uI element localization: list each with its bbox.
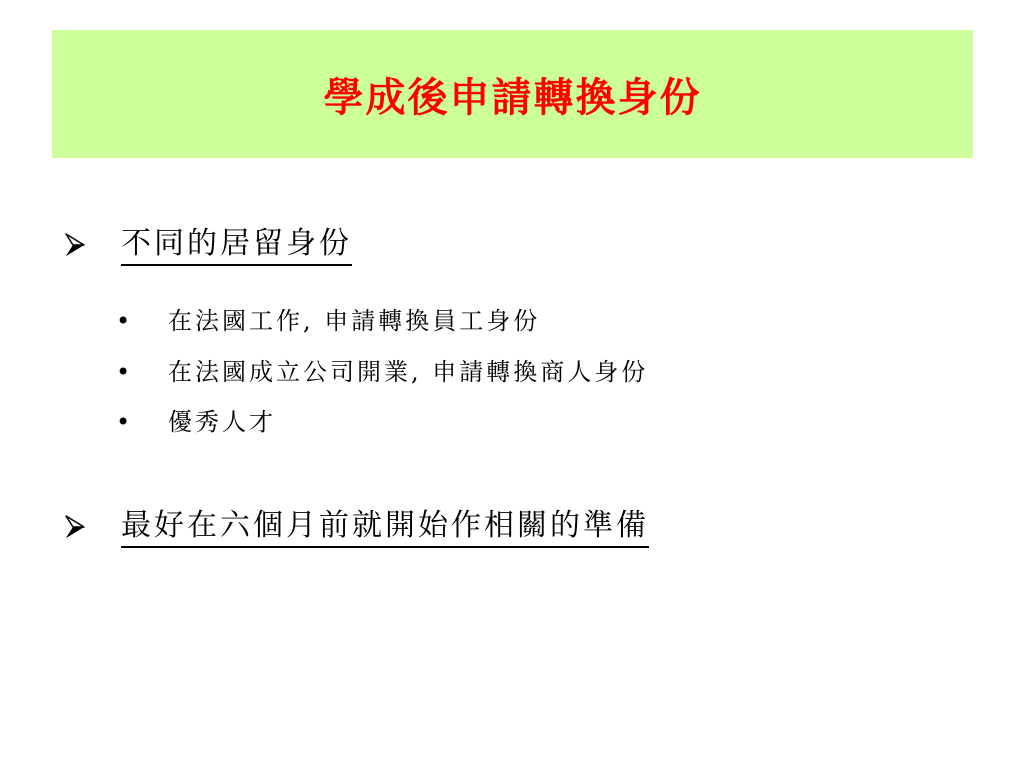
title-bar bbox=[52, 30, 973, 158]
arrow-bullet-icon bbox=[64, 232, 86, 258]
section-heading-text: 不同的居留身份 bbox=[121, 226, 352, 266]
list-item-text: 優秀人才 bbox=[168, 408, 276, 436]
list-item-text: 在法國工作, 申請轉換員工身份 bbox=[168, 307, 541, 335]
bullet-dot-icon: • bbox=[116, 307, 131, 335]
slide-title: 學成後申請轉換身份 bbox=[323, 73, 702, 121]
list-item-text: 在法國成立公司開業, 申請轉換商人身份 bbox=[168, 358, 649, 386]
section-heading-text: 最好在六個月前就開始作相關的準備 bbox=[121, 508, 649, 548]
section-heading-2 bbox=[64, 508, 649, 548]
list-item bbox=[116, 356, 648, 388]
arrow-bullet-icon bbox=[64, 514, 86, 540]
list-item bbox=[116, 406, 276, 438]
section-heading-1 bbox=[64, 226, 352, 266]
list-item bbox=[116, 305, 540, 337]
bullet-dot-icon: • bbox=[116, 408, 131, 436]
bullet-dot-icon: • bbox=[116, 358, 131, 386]
